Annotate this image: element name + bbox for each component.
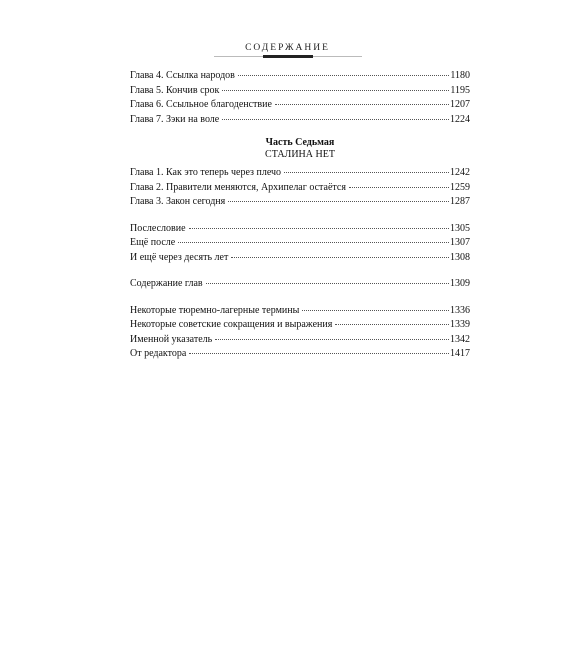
toc-entry-title: Некоторые советские сокращения и выражения: [130, 319, 333, 330]
toc-entry: [130, 195, 470, 210]
part-subtitle: СТАЛИНА НЕТ: [265, 149, 335, 160]
toc-entry-page: 1342: [450, 333, 470, 345]
toc-entry-title: Некоторые тюремно-лагерные термины: [130, 304, 300, 316]
toc-entry-title: Глава 6. Ссыльное благоденствие: [130, 99, 272, 110]
toc-entry: [130, 69, 470, 84]
toc-entry-page: 1308: [450, 251, 470, 263]
toc-entry-title: Глава 4. Ссылка народов: [130, 70, 235, 81]
dot-leader: [178, 241, 449, 243]
header-rule: [214, 56, 362, 57]
toc-entry-page: 1336: [450, 304, 470, 316]
running-header: [0, 43, 575, 57]
spacer: [130, 127, 470, 137]
toc-entry-page: 1180: [450, 70, 470, 81]
toc-entry: [130, 113, 470, 128]
toc-entry-page: 1417: [450, 348, 470, 359]
dot-leader: [335, 323, 449, 325]
dot-leader: [222, 118, 449, 120]
toc-entry-page: 1195: [450, 84, 470, 96]
toc-entry: [130, 181, 470, 196]
toc-entry: [130, 277, 470, 292]
toc-entry-title: Глава 7. Зэки на воле: [130, 113, 220, 125]
dot-leader: [238, 74, 449, 76]
toc-entry-page: 1224: [450, 113, 470, 125]
toc-entry: [130, 304, 470, 319]
toc-entry-page: 1259: [450, 181, 470, 193]
toc-entry-page: 1242: [450, 167, 470, 178]
toc-entry-title: Глава 1. Как это теперь через плечо: [130, 167, 282, 178]
dot-leader: [231, 256, 449, 258]
dot-leader: [222, 89, 449, 91]
header-title: СОДЕРЖАНИЕ: [245, 43, 330, 53]
toc-entry-page: 1207: [450, 99, 470, 110]
toc-entry: [130, 166, 470, 181]
dot-leader: [284, 171, 449, 173]
dot-leader: [302, 309, 449, 311]
toc-entry-title: И ещё через десять лет: [130, 251, 229, 263]
toc-entry-title: Именной указатель: [130, 333, 213, 345]
dot-leader: [206, 282, 449, 284]
toc-entry: [130, 318, 470, 333]
part-title: Часть Седьмая: [265, 137, 335, 148]
dot-leader: [275, 103, 449, 105]
toc-entry: [130, 347, 470, 362]
spacer: [130, 210, 470, 222]
toc-entry-title: Послесловие: [130, 222, 186, 234]
toc-entry-page: 1287: [450, 196, 470, 207]
toc-entry: [130, 84, 470, 99]
spacer: [130, 292, 470, 304]
toc-entry-title: Ещё после: [130, 237, 176, 248]
spacer: [130, 265, 470, 277]
toc-entry-title: Глава 2. Правители меняются, Архипелаг остаётся: [130, 181, 346, 193]
dot-leader: [349, 186, 449, 188]
toc-entry: [130, 251, 470, 266]
dot-leader: [189, 352, 449, 354]
toc-entry-title: Глава 5. Кончив срок: [130, 84, 220, 96]
toc-entry-page: 1305: [450, 222, 470, 234]
toc-entry: [130, 222, 470, 237]
toc-entry: [130, 98, 470, 113]
toc-entry-title: От редактора: [130, 348, 187, 359]
table-of-contents: [130, 69, 470, 362]
dot-leader: [189, 227, 449, 229]
toc-entry-page: 1307: [450, 237, 470, 248]
toc-entry-page: 1339: [450, 319, 470, 330]
toc-entry: [130, 333, 470, 348]
toc-entry-title: Глава 3. Закон сегодня: [130, 196, 226, 207]
toc-entry-title: Содержание глав: [130, 278, 203, 289]
dot-leader: [215, 338, 449, 340]
toc-entry-page: 1309: [450, 278, 470, 289]
dot-leader: [228, 200, 449, 202]
toc-entry: [130, 236, 470, 251]
